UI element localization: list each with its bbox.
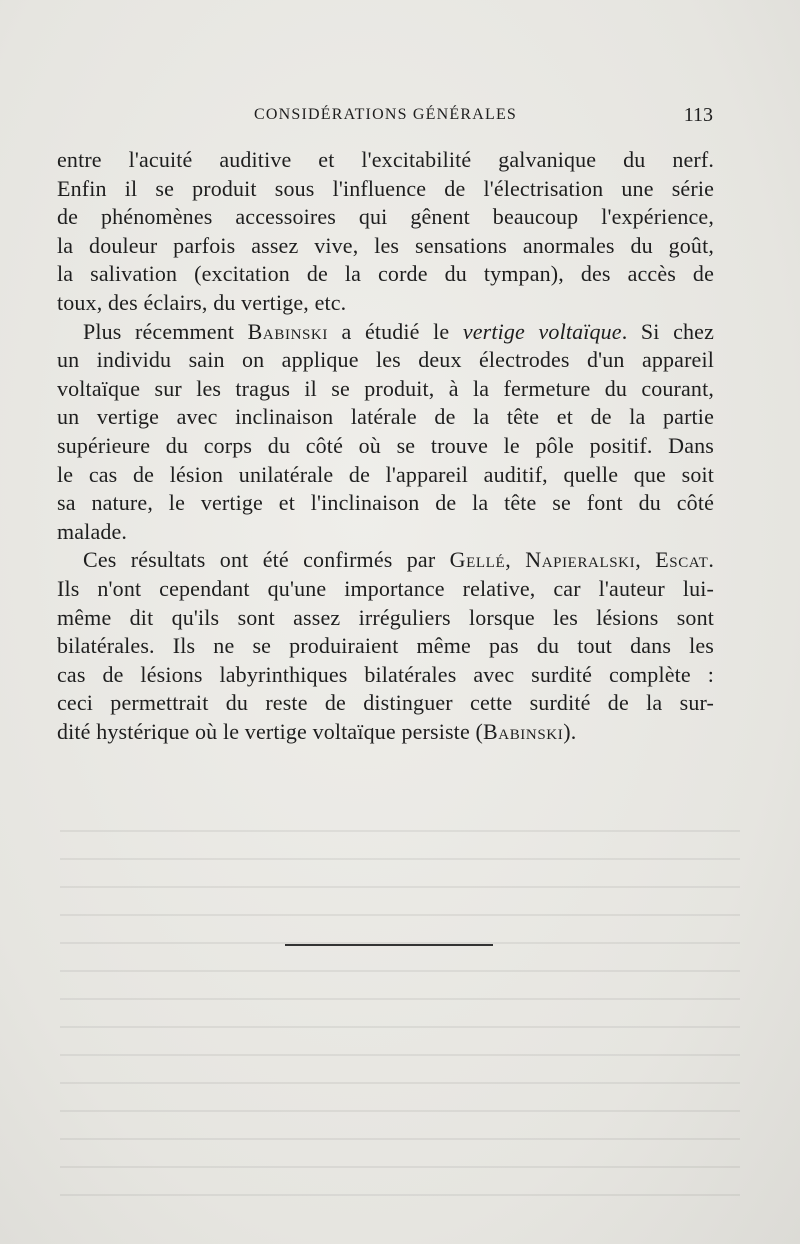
page-number: 113 [683,104,713,126]
text-line: sa nature, le vertige et l'inclinaison de la tête se font du côté [57,490,714,516]
running-title: CONSIDÉRATIONS GÉNÉRALES [253,106,518,123]
author-name: Escat [655,547,709,573]
text-line: bilatérales. Ils ne se produiraient même pas du tout dans les [57,633,714,659]
running-head [58,104,713,128]
text-line: la salivation (excitation de la corde du tympan), des accès de [57,261,714,287]
text-line: la douleur parfois assez vive, les sensations anormales du goût, [57,232,714,258]
text-line: cas de lésions labyrinthiques bilatérales avec surdité complète : [57,661,714,687]
text-line: même dit qu'ils sont assez irréguliers lorsque les lésions sont [57,604,714,630]
author-name: Babinski [482,718,564,744]
text-line: voltaïque sur les tragus il se produit, à la fermeture du courant, [57,375,714,401]
italic-term: vertige voltaïque [462,318,622,344]
text-line: malade. [57,518,128,544]
text-line: toux, des éclairs, du vertige, etc. [57,289,347,315]
text-line: Plus récemment Babinski a étudié le vertige voltaïque. Si chez [83,318,714,344]
text-line: le cas de lésion unilatérale de l'appareil auditif, quelle que soit [57,461,714,487]
text-line: supérieure du corps du côté où se trouve le pôle positif. Dans [57,432,714,458]
text-line: un vertige avec inclinaison latérale de la tête et de la partie [57,404,714,430]
show-through-texture [60,830,740,1210]
text-line: dité hystérique où le vertige voltaïque persiste (Babinski). [57,718,577,744]
text-line: un individu sain on applique les deux électrodes d'un appareil [57,347,714,373]
text-line: entre l'acuité auditive et l'excitabilité galvanique du nerf. [57,147,714,172]
body-text [57,146,714,746]
text-line: Ils n'ont cependant qu'une importance relative, car l'auteur lui- [57,575,714,601]
paragraph-3 [57,546,714,746]
text-line: Ces résultats ont été confirmés par Gellé, Napieralski, Escat. [83,547,714,573]
text-line: Enfin il se produit sous l'influence de l'électrisation une série [57,175,714,201]
author-name: Babinski [247,318,328,344]
author-name: Napieralski [525,547,636,573]
paragraph-1 [57,146,714,318]
text-line: ceci permettrait du reste de distinguer cette surdité de la sur- [57,690,714,716]
paragraph-2 [57,318,714,547]
author-name: Gellé [449,547,506,573]
text-line: de phénomènes accessoires qui gênent beaucoup l'expérience, [57,204,714,230]
